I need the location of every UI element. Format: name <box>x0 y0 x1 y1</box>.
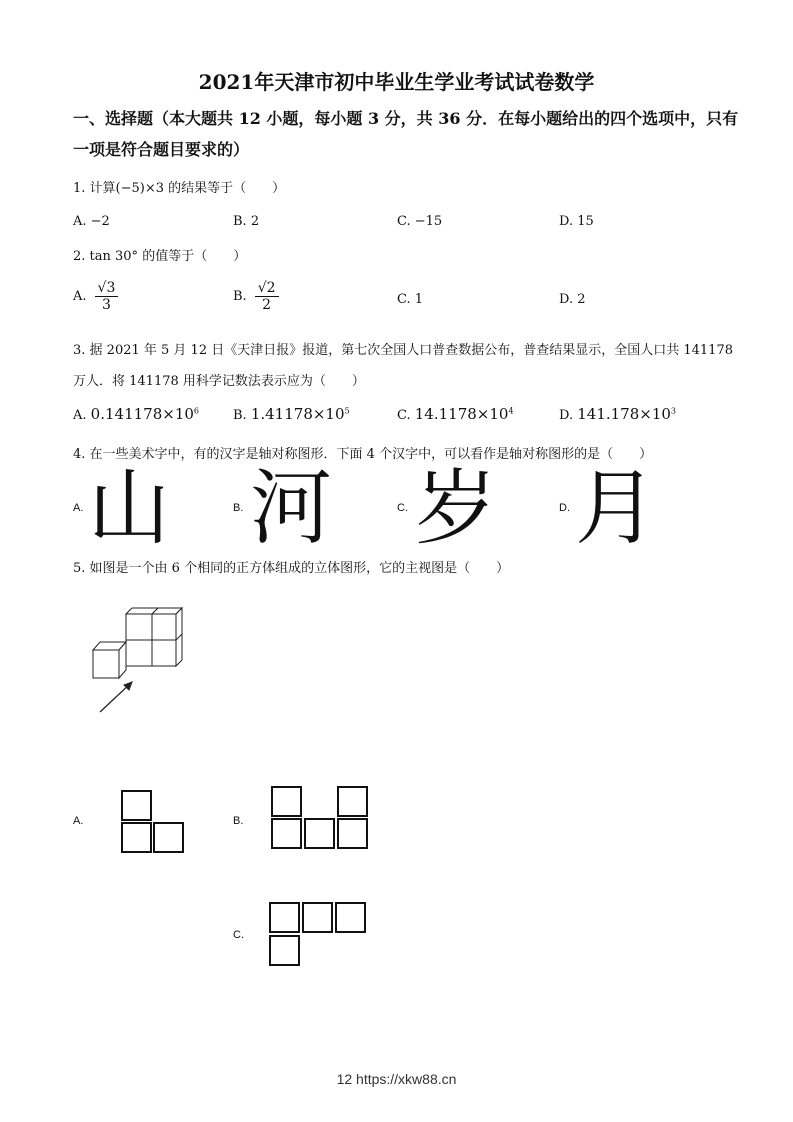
q2-option-d: D. 2 <box>559 292 586 307</box>
option-label: C. <box>397 408 411 423</box>
option-value: 141.178×10 <box>577 405 671 423</box>
section-heading-line1: 一、选择题（本大题共 12 小题，每小题 3 分，共 36 分．在每小题给出的四个选项中，只有 <box>73 109 739 128</box>
q2-a-label: A. <box>73 289 87 304</box>
q2-stem: 2. tan 30° 的值等于（ ） <box>73 249 247 264</box>
q1-option-c: C. −15 <box>397 214 443 229</box>
fraction <box>95 280 119 313</box>
q4-option-d-label: D. <box>559 502 570 514</box>
q3-option-c <box>397 405 514 423</box>
q1-option-b: B. 2 <box>233 214 260 229</box>
q4-option-c-char: 岁 <box>415 461 498 556</box>
q3-stem-line1: 3. 据 2021 年 5 月 12 日《天津日报》报道，第七次全国人口普查数据公布，普查结果显示，全国人口共 141178 <box>73 343 733 358</box>
denominator: 3 <box>101 297 111 313</box>
exponent: 6 <box>193 406 199 416</box>
q3-stem-line2: 万人．将 141178 用科学记数法表示应为（ ） <box>73 374 365 389</box>
q1-stem: 1. 计算(−5)×3 的结果等于（ ） <box>73 181 286 196</box>
q4-option-d-char: 月 <box>575 461 658 556</box>
q2-option-b <box>233 280 279 313</box>
q5-option-c-label: C. <box>233 929 244 941</box>
numerator: √3 <box>95 280 119 297</box>
q4-option-c-label: C. <box>397 502 408 514</box>
q2-b-label: B. <box>233 289 247 304</box>
option-value: 0.141178×10 <box>90 405 194 423</box>
exponent: 3 <box>670 406 677 416</box>
option-label: A. <box>73 408 87 423</box>
q4-stem: 4. 在一些美术字中，有的汉字是轴对称图形．下面 4 个汉字中，可以看作是轴对称图形的是（ ） <box>73 447 653 462</box>
fraction <box>255 280 279 313</box>
q2-option-a <box>73 280 118 313</box>
q1-option-d: D. 15 <box>559 214 594 229</box>
q3-option-a <box>73 405 199 423</box>
page-footer: 12 https://xkw88.cn <box>336 1071 457 1087</box>
section-heading-line2: 一项是符合题目要求的） <box>73 140 250 159</box>
q5-option-a-label: A. <box>73 815 84 827</box>
q4-option-a-char: 山 <box>88 461 171 556</box>
option-value: 14.1178×10 <box>414 405 509 423</box>
q5-option-b-label: B. <box>233 815 244 827</box>
cube-figure <box>85 600 195 720</box>
q5-stem: 5. 如图是一个由 6 个相同的正方体组成的立体图形，它的主视图是（ ） <box>73 561 510 576</box>
page-title: 2021年天津市初中毕业生学业考试试卷数学 <box>198 70 595 94</box>
q3-option-b <box>233 405 350 423</box>
q4-option-b-char: 河 <box>250 461 333 556</box>
q4-option-a-label: A. <box>73 502 84 514</box>
q1-option-a: A. −2 <box>73 214 110 229</box>
option-label: D. <box>559 408 574 423</box>
option-value: 1.41178×10 <box>250 405 345 423</box>
option-label: B. <box>233 408 247 423</box>
exponent: 5 <box>344 406 350 416</box>
exponent: 4 <box>508 406 514 416</box>
q2-option-c: C. 1 <box>397 292 424 307</box>
denominator: 2 <box>262 297 272 313</box>
q3-option-d <box>559 405 676 423</box>
q4-option-b-label: B. <box>233 502 244 514</box>
numerator: √2 <box>255 280 279 297</box>
